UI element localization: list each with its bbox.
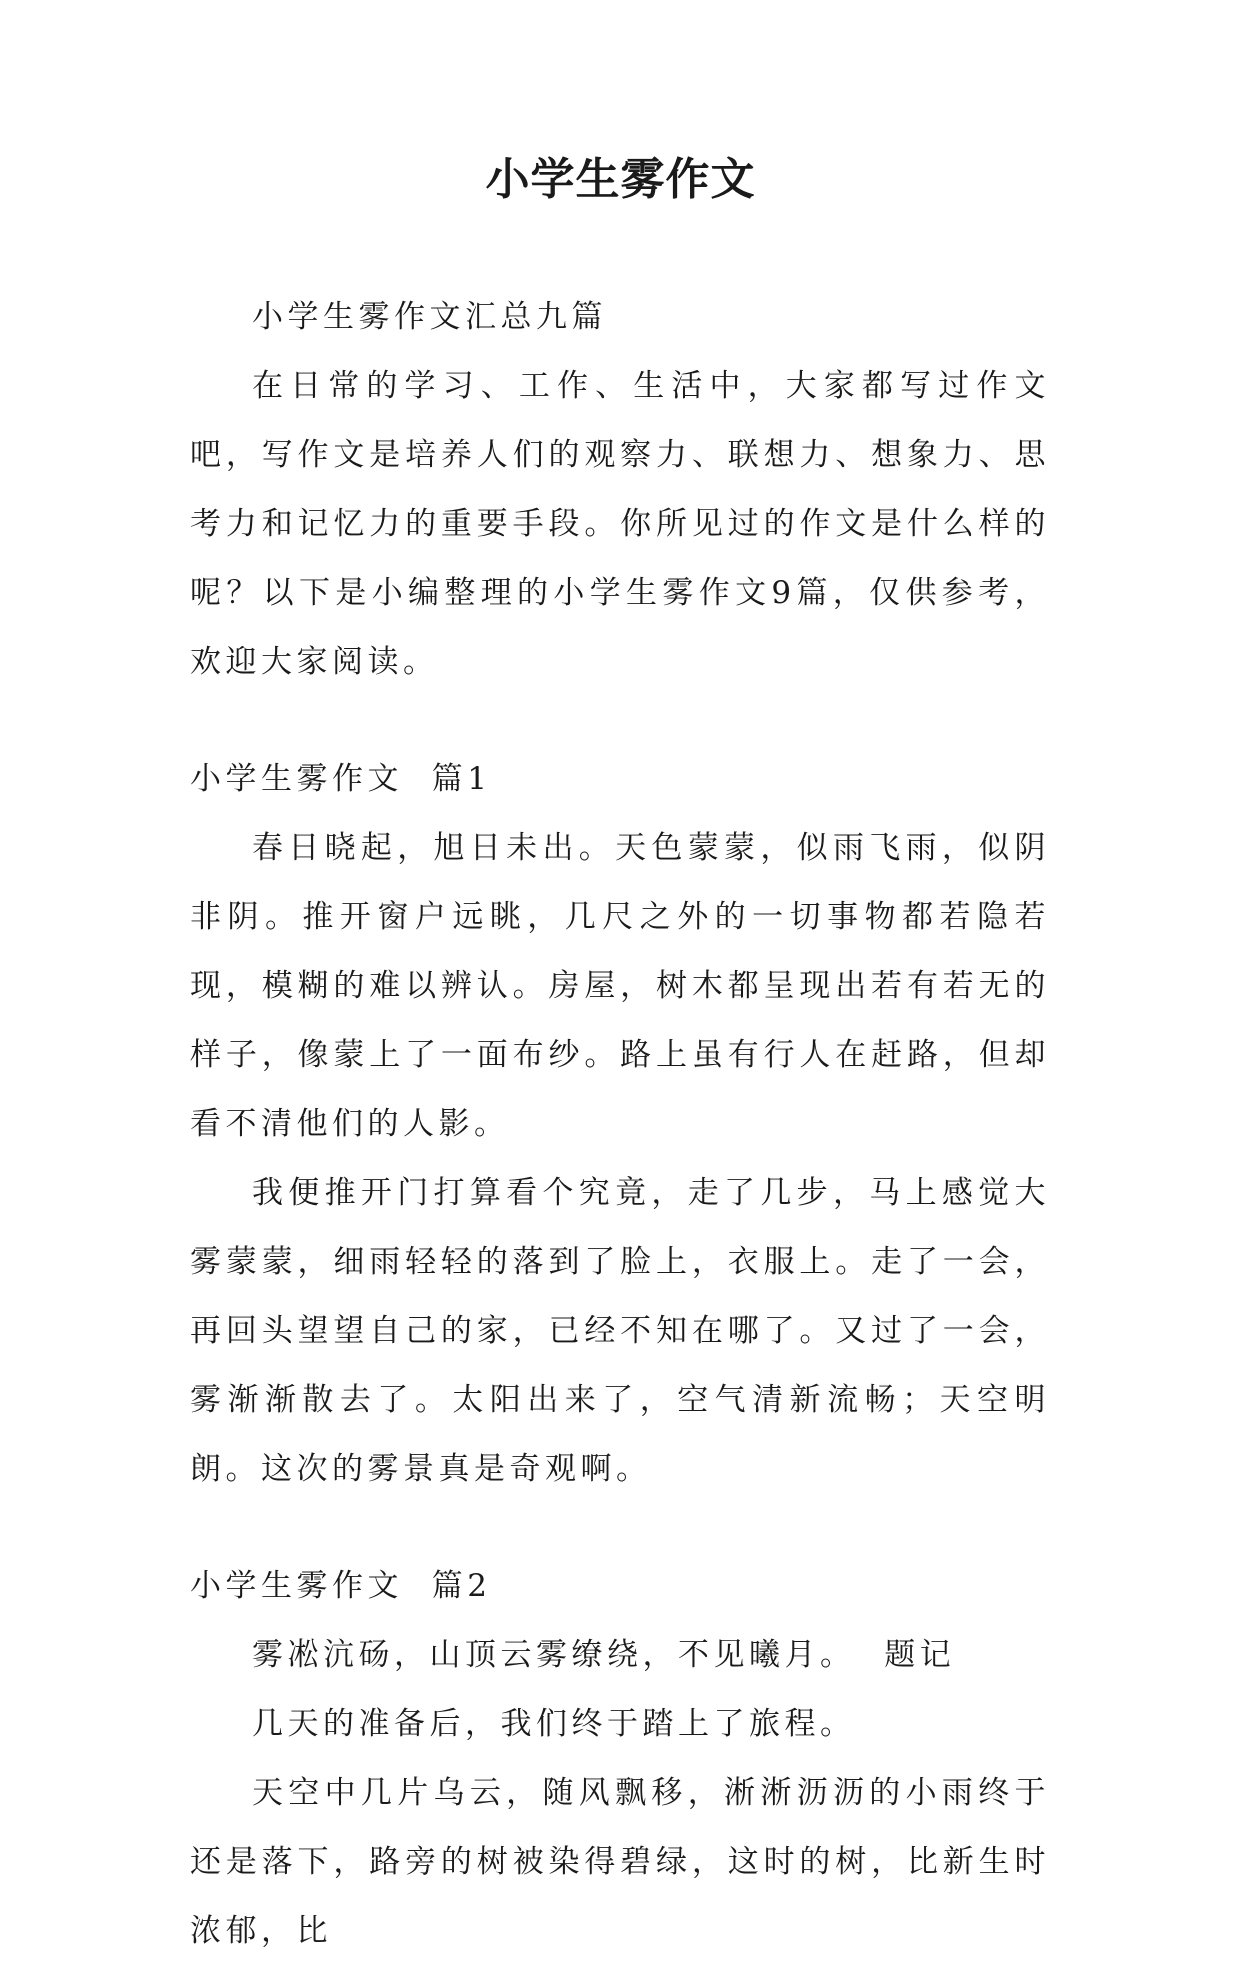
body-paragraph: 天空中几片乌云，随风飘移，淅淅沥沥的小雨终于还是落下，路旁的树被染得碧绿，这时的树，比新生时浓郁，比 bbox=[190, 1775, 1050, 1949]
body-paragraph: 几天的准备后，我们终于踏上了旅程。 bbox=[252, 1706, 856, 1742]
section-heading: 小学生雾作文 篇2 bbox=[190, 1568, 492, 1604]
intro-paragraph: 在日常的学习、工作、生活中，大家都写过作文吧，写作文是培养人们的观察力、联想力、想象力、思考力和记忆力的重要手段。你所见过的作文是什么样的呢？以下是小编整理的小学生雾作文9篇，仅供参考，欢迎大家阅读。 bbox=[190, 368, 1050, 680]
body-paragraph: 春日晓起，旭日未出。天色蒙蒙，似雨飞雨，似阴非阴。推开窗户远眺，几尺之外的一切事物都若隐若现，模糊的难以辨认。房屋，树木都呈现出若有若无的样子，像蒙上了一面布纱。路上虽有行人在赶路，但却看不清他们的人影。 bbox=[190, 830, 1050, 1142]
document-body bbox=[190, 283, 1050, 1966]
document-subtitle: 小学生雾作文汇总九篇 bbox=[252, 299, 607, 335]
body-paragraph: 我便推开门打算看个究竟，走了几步，马上感觉大雾蒙蒙，细雨轻轻的落到了脸上，衣服上。走了一会，再回头望望自己的家，已经不知在哪了。又过了一会，雾渐渐散去了。太阳出来了，空气清新流畅；天空明朗。这次的雾景真是奇观啊。 bbox=[190, 1175, 1050, 1487]
document-title: 小学生雾作文 bbox=[485, 154, 756, 205]
section-heading: 小学生雾作文 篇1 bbox=[190, 761, 492, 797]
body-paragraph: 雾凇沆砀，山顶云雾缭绕，不见曦月。 题记 bbox=[252, 1637, 956, 1673]
